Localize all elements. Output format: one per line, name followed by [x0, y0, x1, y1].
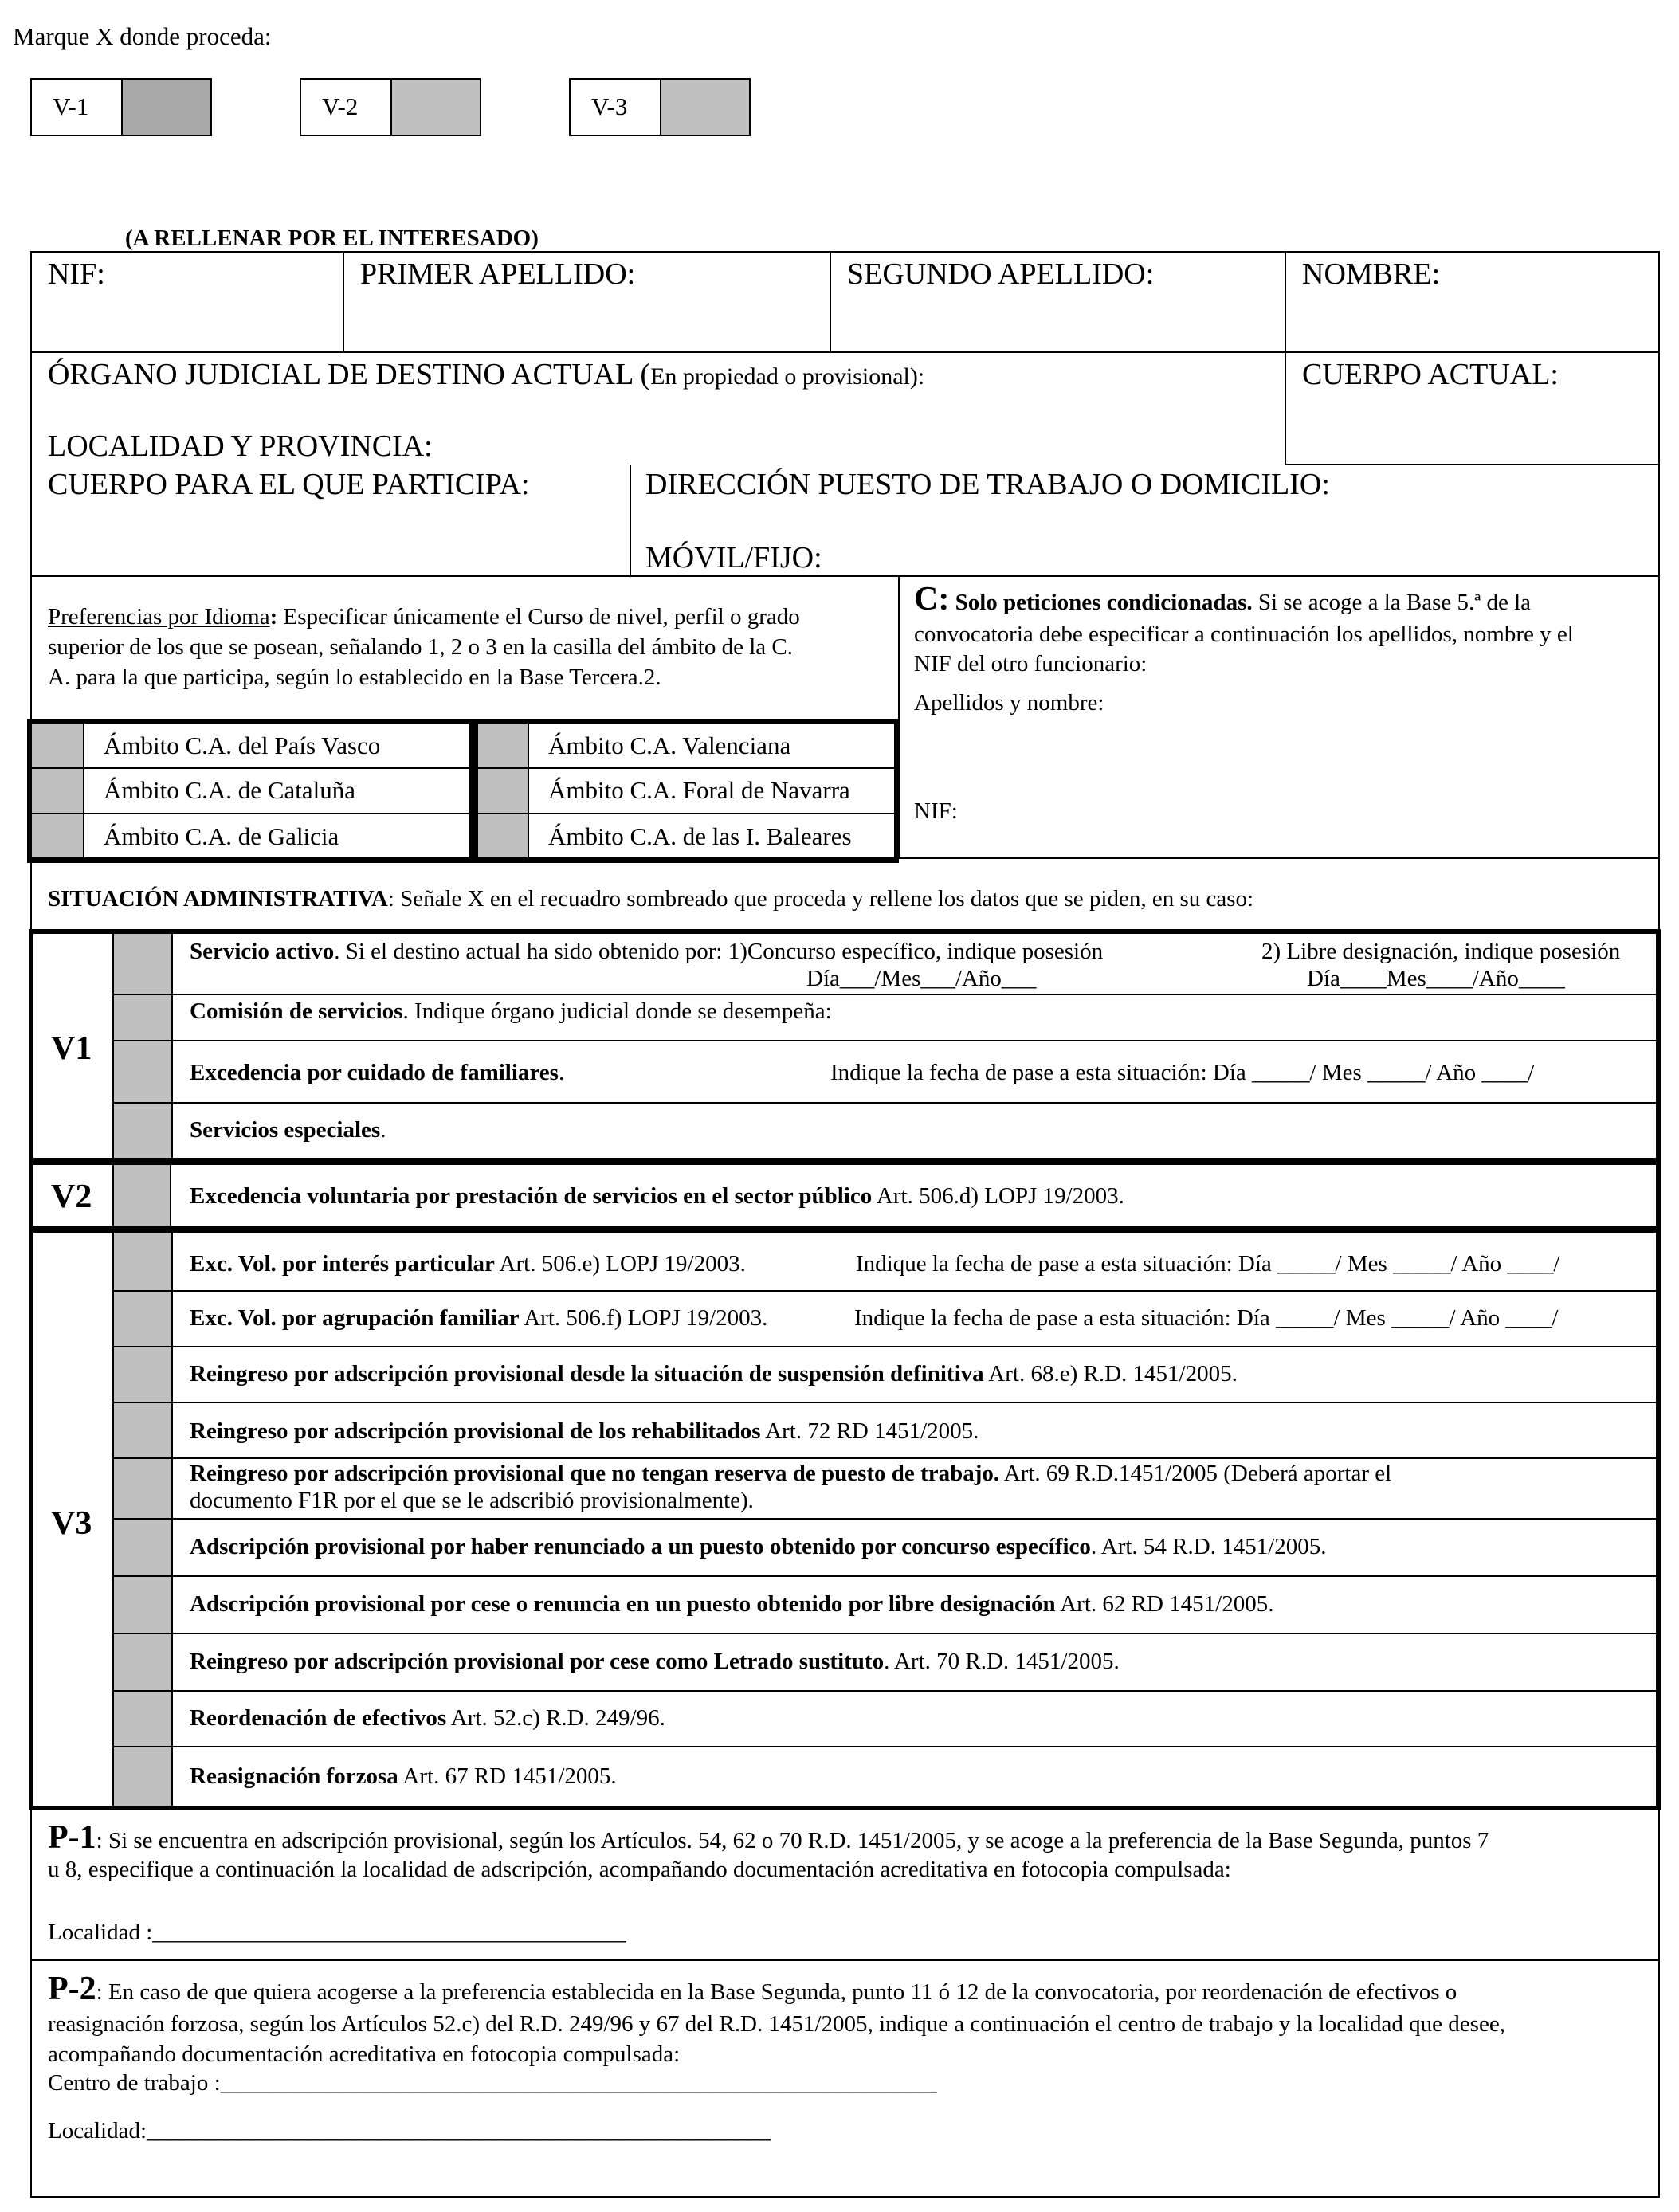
- nombre-field[interactable]: NOMBRE:: [1302, 257, 1441, 291]
- ambito-pais-vasco-label: Ámbito C.A. del País Vasco: [104, 731, 381, 759]
- v3-row-label: Reingreso por adscripción provisional de los rehabilitados: [190, 1418, 761, 1444]
- divider: [830, 251, 831, 352]
- divider: [114, 1575, 1656, 1577]
- p2-label: P-2: [48, 1971, 96, 2007]
- p1-line-2: u 8, especifique a continuación la localidad de adscripción, acompañando documentación acreditativa en fotocopia compulsada:: [48, 1857, 1231, 1882]
- divider: [630, 465, 631, 576]
- v3-row-art: Art. 72 RD 1451/2005.: [760, 1418, 979, 1444]
- v3-row-label: Reingreso por adscripción provisional por cese como Letrado sustituto: [190, 1649, 885, 1674]
- v3-row-text: [190, 1361, 1238, 1387]
- idioma-title: Preferencias por Idioma: [48, 604, 270, 629]
- divider: [30, 351, 1660, 353]
- v1-label: V1: [51, 1030, 92, 1067]
- p1-line-1: [48, 1818, 1489, 1857]
- ambito-valenciana-label: Ámbito C.A. Valenciana: [548, 731, 791, 759]
- p2-line-3: acompañando documentación acreditativa en fotocopia compulsada:: [48, 2041, 681, 2067]
- condicionadas-line-3: NIF del otro funcionario:: [914, 651, 1147, 677]
- v3-row-text: [190, 1649, 1120, 1675]
- p2-localidad-field[interactable]: Localidad:______________________________________________________: [48, 2118, 771, 2143]
- movil-fijo-field[interactable]: MÓVIL/FIJO:: [645, 541, 822, 575]
- p2-line-2: reasignación forzosa, según los Artículos 52.c) del R.D. 249/96 y 67 del R.D. 1451/2005, indique a continuación el centro de trabajo y la localidad que desee,: [48, 2011, 1505, 2037]
- option-v2-label: V-2: [322, 92, 359, 120]
- v3-row-art: Art. 506.e) LOPJ 19/2003.: [494, 1251, 746, 1277]
- servicio-activo-checkbox[interactable]: [114, 934, 171, 994]
- v3-row-art: Art. 68.e) R.D. 1451/2005.: [983, 1361, 1238, 1386]
- direccion-field[interactable]: DIRECCIÓN PUESTO DE TRABAJO O DOMICILIO:: [645, 468, 1330, 501]
- comision-servicios-label: Comisión de servicios: [190, 998, 403, 1024]
- v3-row-text: [190, 1534, 1327, 1560]
- option-v1-label: V-1: [53, 92, 89, 120]
- p2-centro-field[interactable]: Centro de trabajo :______________________________________________________________: [48, 2070, 937, 2096]
- nif-field[interactable]: NIF:: [48, 257, 105, 291]
- servicio-activo-label: Servicio activo: [190, 939, 335, 964]
- p2-text-1: : En caso de que quiera acogerse a la preferencia establecida en la Base Segunda, punto 11 ó 12 de la convocatoria, por reordenación de efectivos o: [96, 1979, 1457, 2005]
- divider: [114, 1102, 1656, 1104]
- divider: [114, 1457, 1656, 1459]
- divider: [114, 994, 1656, 995]
- v3-row-checkbox[interactable]: [114, 1233, 171, 1290]
- excedencia-cuidado-text: [190, 1060, 564, 1086]
- v3-row-text: [190, 1705, 665, 1732]
- idioma-colon: :: [269, 604, 278, 629]
- comision-servicios-checkbox[interactable]: [114, 995, 171, 1040]
- servicios-especiales-text: [190, 1117, 386, 1143]
- v3-row-art: Art. 69 R.D.1451/2005 (Deberá aportar el: [999, 1461, 1392, 1486]
- situacion-text: : Señale X en el recuadro sombreado que proceda y rellene los datos que se piden, en su caso:: [387, 886, 1254, 912]
- divider: [114, 1290, 1656, 1292]
- ambito-cataluna-checkbox[interactable]: [32, 768, 83, 813]
- v3-row-checkbox[interactable]: [114, 1692, 171, 1746]
- divider: [32, 813, 894, 814]
- v3-row-label: Reordenación de efectivos: [190, 1705, 447, 1731]
- excedencia-cuidado-date[interactable]: Indique la fecha de pase a esta situación: Día _____/ Mes _____/ Año ____/: [830, 1060, 1535, 1085]
- divider: [1285, 464, 1660, 465]
- organo-judicial-field[interactable]: [48, 357, 924, 392]
- v3-label: V3: [51, 1505, 92, 1542]
- ambito-baleares-checkbox[interactable]: [478, 814, 528, 858]
- cuerpo-actual-field[interactable]: CUERPO ACTUAL:: [1302, 358, 1559, 391]
- v3-row-art: . Art. 54 R.D. 1451/2005.: [1090, 1534, 1327, 1559]
- excedencia-cuidado-label: Excedencia por cuidado de familiares: [190, 1060, 559, 1085]
- condicionadas-text-1: Si se acoge a la Base 5.ª de la: [1252, 590, 1532, 615]
- condicionadas-line-2: convocatoria debe especificar a continuación los apellidos, nombre y el: [914, 622, 1574, 647]
- excedencia-cuidado-checkbox[interactable]: [114, 1041, 171, 1102]
- v3-row-art: Art. 62 RD 1451/2005.: [1055, 1591, 1274, 1617]
- posesion-date-1[interactable]: Día___/Mes___/Año___: [806, 966, 1037, 991]
- option-v3-label: V-3: [591, 92, 628, 120]
- v3-row-label: Reingreso por adscripción provisional desde la situación de suspensión definitiva: [190, 1361, 984, 1386]
- divider: [30, 857, 1660, 859]
- ambito-cataluna-label: Ámbito C.A. de Cataluña: [104, 776, 355, 804]
- condicionadas-title: Solo peticiones condicionadas.: [949, 590, 1253, 615]
- ambito-navarra-label: Ámbito C.A. Foral de Navarra: [548, 776, 850, 804]
- organo-judicial-note: En propiedad o provisional):: [650, 363, 925, 390]
- servicio-activo-text: [190, 939, 1103, 965]
- divider: [30, 575, 1660, 577]
- ambito-navarra-checkbox[interactable]: [478, 768, 528, 813]
- v3-row-text: [190, 1591, 1274, 1618]
- divider: [83, 724, 84, 858]
- v3-row-label: Exc. Vol. por interés particular: [190, 1251, 495, 1277]
- v3-row-checkbox[interactable]: [114, 1634, 171, 1690]
- divider: [114, 1040, 1656, 1041]
- v3-row-text: [190, 1251, 746, 1277]
- posesion-date-2[interactable]: Día____Mes____/Año____: [1307, 966, 1565, 991]
- divider: [114, 1402, 1656, 1403]
- divider: [171, 934, 173, 1158]
- option-v3-checkbox[interactable]: [660, 80, 749, 135]
- v3-row-checkbox[interactable]: [114, 1577, 171, 1633]
- divider: [114, 1518, 1656, 1520]
- divider: [1285, 251, 1286, 465]
- idioma-line-1: [48, 604, 800, 630]
- v3-row-date[interactable]: Indique la fecha de pase a esta situación: Día _____/ Mes _____/ Año ____/: [854, 1305, 1559, 1331]
- v3-row-art: Art. 67 RD 1451/2005.: [398, 1763, 617, 1789]
- excedencia-sector-publico-checkbox[interactable]: [114, 1165, 171, 1226]
- v3-row-label: Reasignación forzosa: [190, 1763, 398, 1789]
- v3-row-label: Reingreso por adscripción provisional que no tengan reserva de puesto de trabajo.: [190, 1461, 1000, 1486]
- comision-servicios-desc: . Indique órgano judicial donde se desempeña:: [402, 998, 832, 1024]
- condicionadas-nif-field[interactable]: NIF:: [914, 798, 958, 824]
- idioma-text-1: Especificar únicamente el Curso de nivel, perfil o grado: [277, 604, 800, 629]
- excedencia-sector-publico-label: Excedencia voluntaria por prestación de servicios en el sector público: [190, 1183, 873, 1209]
- v3-row-text: [190, 1305, 767, 1332]
- option-v3-box[interactable]: [569, 78, 751, 136]
- excedencia-sector-publico-text: [190, 1183, 1124, 1210]
- ambito-pais-vasco-checkbox[interactable]: [32, 724, 83, 767]
- idioma-line-3: A. para la que participa, según lo establecido en la Base Tercera.2.: [48, 665, 661, 690]
- p1-localidad-field[interactable]: Localidad :_________________________________________: [48, 1920, 626, 1945]
- v3-row-art: Art. 506.f) LOPJ 19/2003.: [519, 1305, 768, 1331]
- ambito-galicia-label: Ámbito C.A. de Galicia: [104, 822, 339, 850]
- excedencia-sector-publico-art: Art. 506.d) LOPJ 19/2003.: [872, 1183, 1124, 1209]
- ambito-baleares-label: Ámbito C.A. de las I. Baleares: [548, 822, 852, 850]
- fill-by-heading: (A RELLENAR POR EL INTERESADO): [125, 226, 539, 251]
- divider: [343, 251, 344, 352]
- divider: [30, 1959, 1660, 1961]
- servicio-activo-desc: . Si el destino actual ha sido obtenido por: 1)Concurso específico, indique posesión: [334, 939, 1104, 964]
- ambito-galicia-checkbox[interactable]: [32, 814, 83, 858]
- condicionadas-apellidos-field[interactable]: Apellidos y nombre:: [914, 690, 1104, 716]
- cuerpo-participa-field[interactable]: CUERPO PARA EL QUE PARTICIPA:: [48, 468, 530, 501]
- divider: [114, 1346, 1656, 1347]
- servicios-especiales-label: Servicios especiales: [190, 1117, 381, 1143]
- condicionadas-letter: C:: [914, 581, 950, 618]
- p1-label: P-1: [48, 1819, 96, 1856]
- v3-row-checkbox[interactable]: [114, 1520, 171, 1575]
- divider: [32, 767, 894, 769]
- ambito-valenciana-checkbox[interactable]: [478, 724, 528, 767]
- localidad-provincia-field[interactable]: LOCALIDAD Y PROVINCIA:: [48, 429, 433, 463]
- v3-row-date[interactable]: Indique la fecha de pase a esta situación: Día _____/ Mes _____/ Año ____/: [856, 1251, 1560, 1277]
- v3-row-checkbox[interactable]: [114, 1292, 171, 1346]
- divider: [114, 1690, 1656, 1692]
- p1-text-1: : Si se encuentra en adscripción provisional, según los Artículos. 54, 62 o 70 R.D. 1451/2005, y se acoge a la preferencia de la Base Segunda, puntos 7: [96, 1828, 1489, 1853]
- v3-row-text: [190, 1763, 617, 1790]
- p2-line-1: [48, 1970, 1457, 2008]
- v3-row-text: [190, 1418, 979, 1445]
- v3-row-label: Adscripción provisional por haber renunciado a un puesto obtenido por concurso específico: [190, 1534, 1091, 1559]
- v3-row-art: . Art. 70 R.D. 1451/2005.: [884, 1649, 1120, 1674]
- option-v2-box[interactable]: [300, 78, 481, 136]
- segundo-apellido-field[interactable]: SEGUNDO APELLIDO:: [847, 257, 1155, 291]
- v3-row-text-cont: documento F1R por el que se le adscribió provisionalmente).: [190, 1488, 754, 1513]
- comision-servicios-text: [190, 998, 832, 1025]
- v3-row-checkbox[interactable]: [114, 1403, 171, 1457]
- situacion-heading: [48, 886, 1253, 912]
- v3-row-art: Art. 52.c) R.D. 249/96.: [446, 1705, 665, 1731]
- condicionadas-line-1: [914, 580, 1531, 618]
- divider: [528, 724, 529, 858]
- servicios-especiales-checkbox[interactable]: [114, 1104, 171, 1158]
- divider: [114, 1746, 1656, 1747]
- v2-label: V2: [51, 1179, 92, 1215]
- v3-row-label: Adscripción provisional por cese o renuncia en un puesto obtenido por libre designación: [190, 1591, 1056, 1617]
- organo-judicial-label: ÓRGANO JUDICIAL DE DESTINO ACTUAL (: [48, 358, 651, 391]
- primer-apellido-field[interactable]: PRIMER APELLIDO:: [360, 257, 636, 291]
- v3-row-checkbox[interactable]: [114, 1459, 171, 1518]
- situacion-title: SITUACIÓN ADMINISTRATIVA: [48, 886, 388, 912]
- v3-row-text: [190, 1461, 1391, 1487]
- mark-instruction: Marque X donde proceda:: [13, 22, 272, 50]
- option-v1-box[interactable]: [30, 78, 212, 136]
- libre-designacion-text: 2) Libre designación, indique posesión: [1261, 939, 1621, 964]
- v3-row-checkbox[interactable]: [114, 1747, 171, 1806]
- v3-row-checkbox[interactable]: [114, 1347, 171, 1402]
- divider: [114, 1633, 1656, 1634]
- excedencia-cuidado-dot: .: [558, 1060, 565, 1085]
- v3-row-label: Exc. Vol. por agrupación familiar: [190, 1305, 520, 1331]
- idioma-line-2: superior de los que se posean, señalando 1, 2 o 3 en la casilla del ámbito de la C.: [48, 634, 793, 660]
- option-v1-checkbox[interactable]: [121, 80, 210, 135]
- option-v2-checkbox[interactable]: [390, 80, 480, 135]
- servicios-especiales-dot: .: [380, 1117, 386, 1143]
